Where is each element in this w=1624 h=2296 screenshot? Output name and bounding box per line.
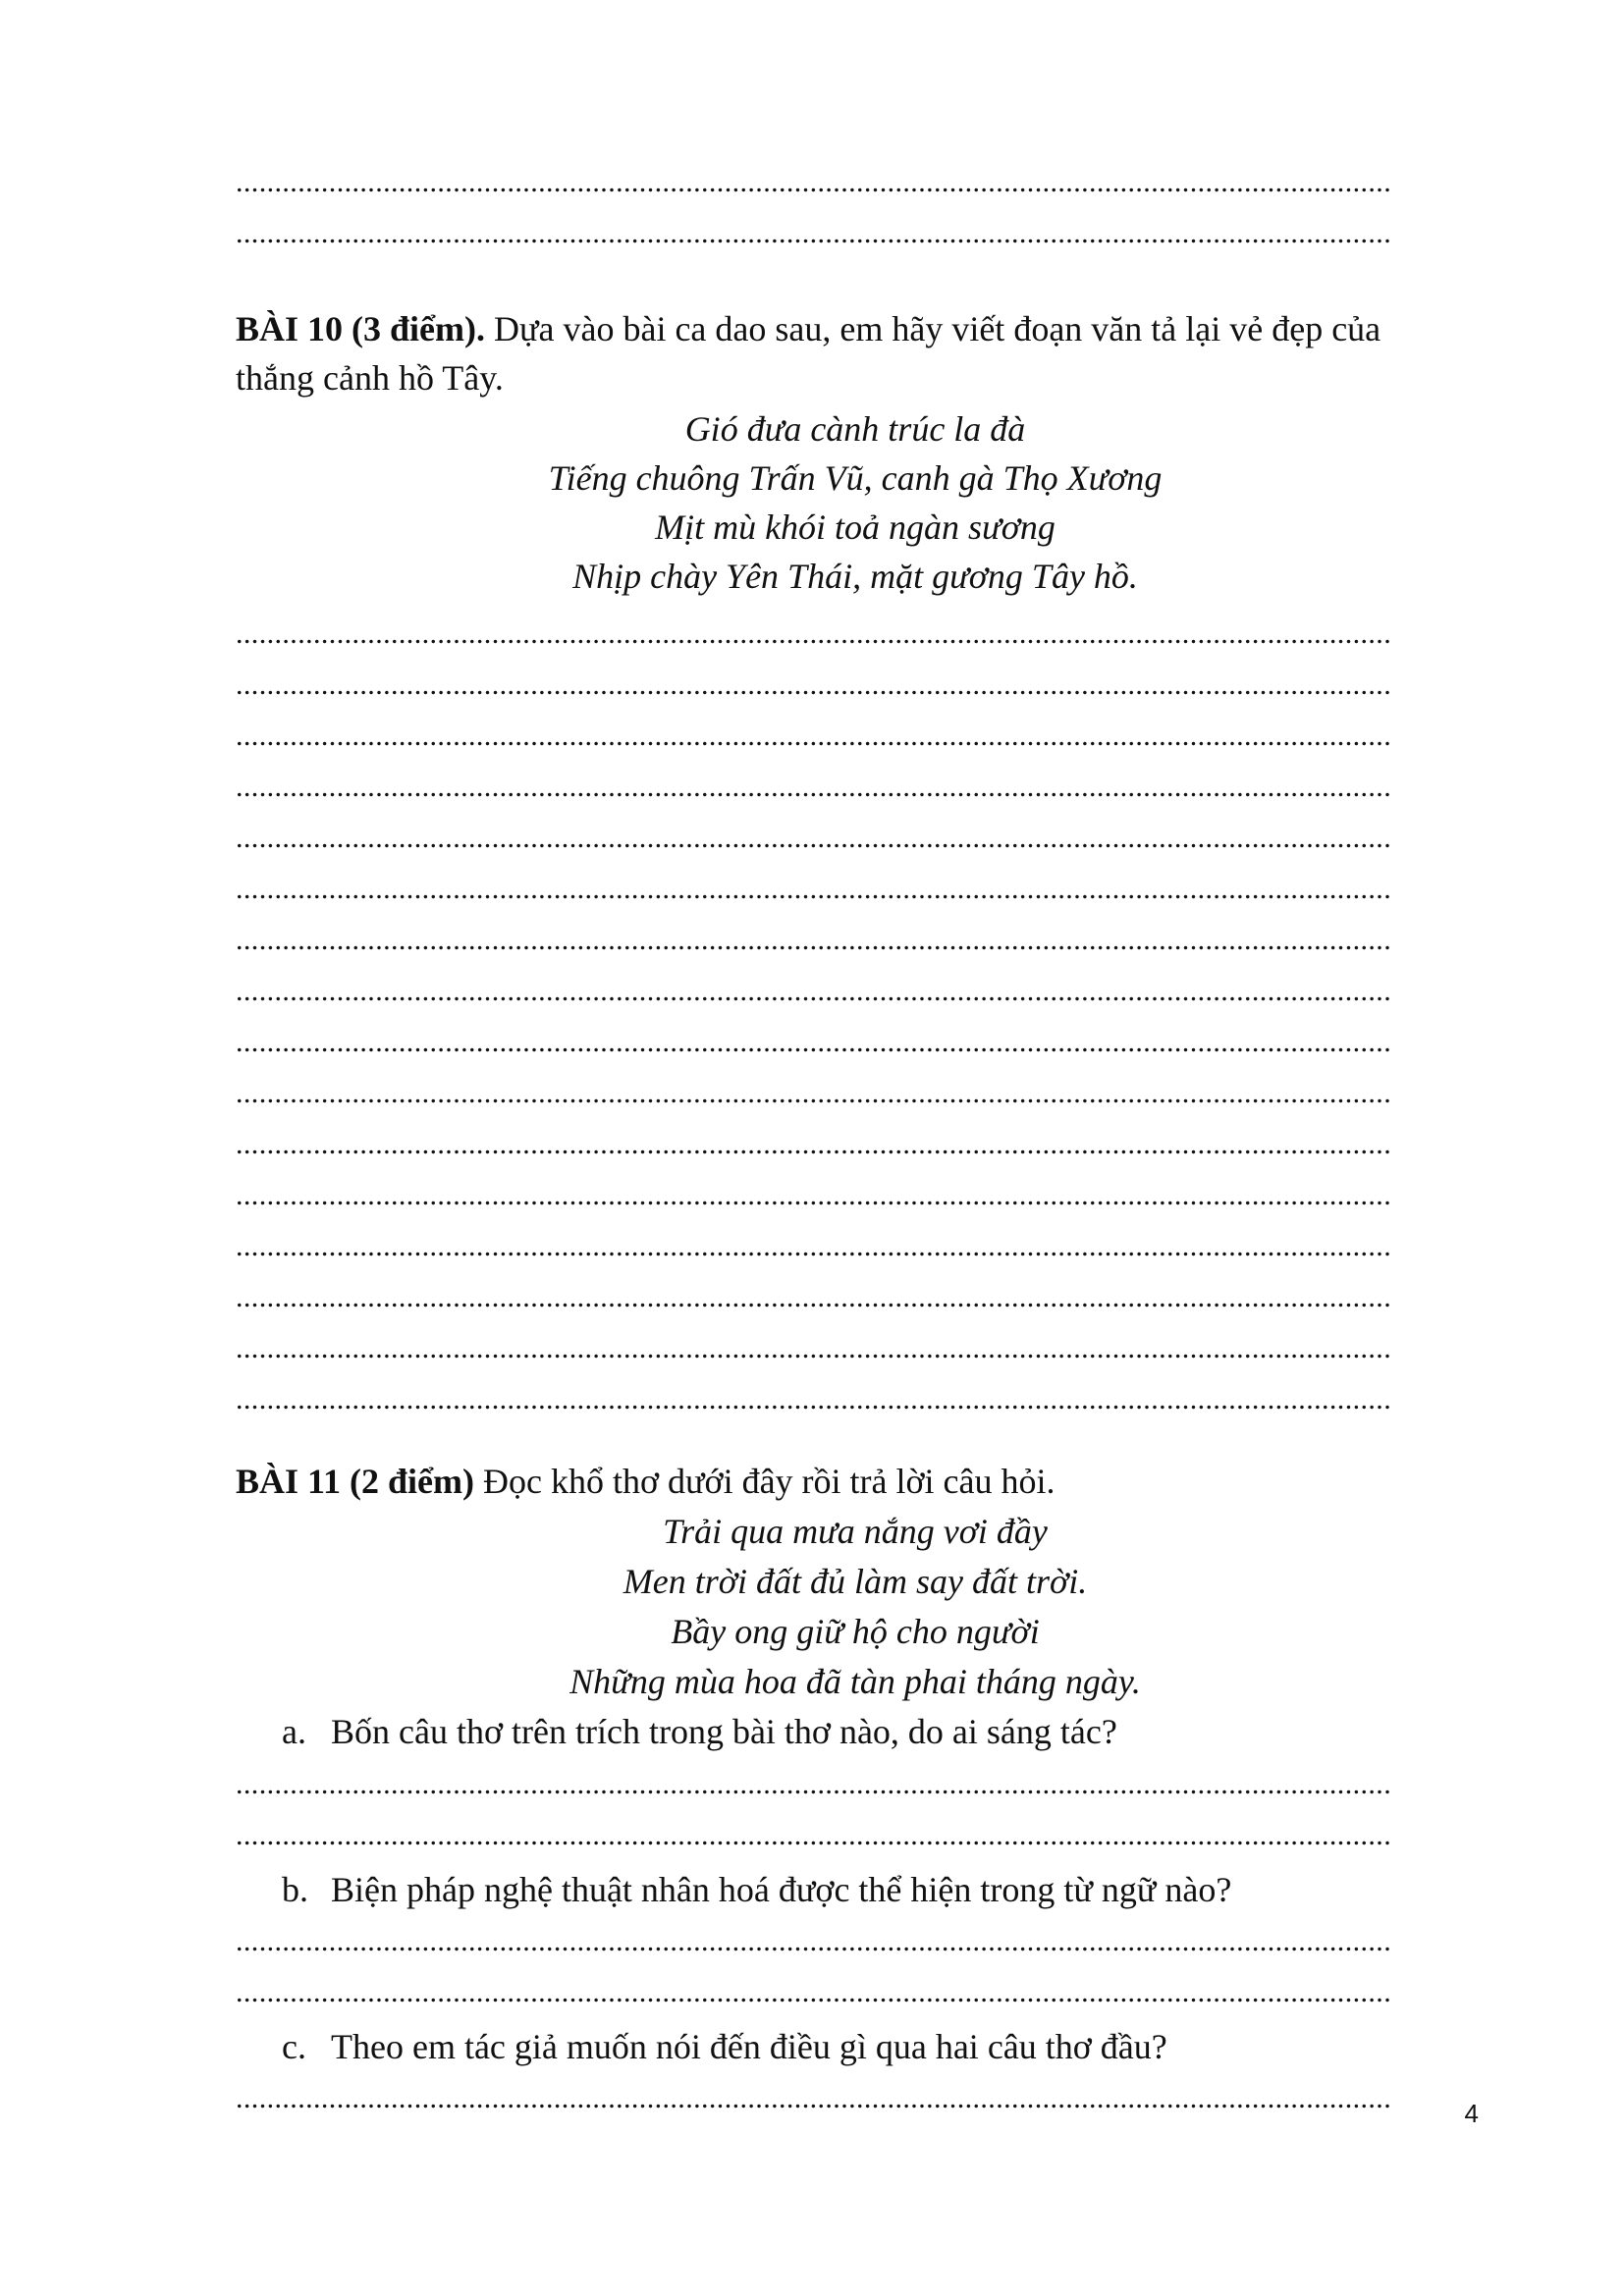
answer-line[interactable]: ..................................................................................................................................................... [236,924,1392,956]
answer-line[interactable]: ..................................................................................................................................................... [236,217,1392,249]
answer-line[interactable]: ..................................................................................................................................................... [236,1281,1392,1313]
answer-line[interactable]: ..................................................................................................................................................... [236,668,1392,701]
bai10-poem-line: Tiếng chuông Trấn Vũ, canh gà Thọ Xương [548,458,1163,498]
bai11-prompt-text: Đọc khổ thơ dưới đây rồi trả lời câu hỏi. [474,1462,1056,1501]
bai10-poem-line: Nhịp chày Yên Thái, mặt gương Tây hồ. [572,557,1138,596]
question-a [282,1707,1117,1756]
answer-line[interactable]: ..................................................................................................................................................... [236,1976,1392,2008]
bai11-poem-line: Những mùa hoa đã tàn phai tháng ngày. [569,1662,1141,1701]
bai11-prompt [236,1457,1056,1506]
bai11-poem-line: Trải qua mưa nắng vơi đầy [663,1512,1048,1551]
bai11-poem-line: Bầy ong giữ hộ cho người [671,1612,1040,1651]
answer-line[interactable]: ..................................................................................................................................................... [236,1128,1392,1160]
answer-line[interactable]: ..................................................................................................................................................... [236,720,1392,752]
answer-line[interactable]: ..................................................................................................................................................... [236,1077,1392,1109]
answer-line[interactable]: ..................................................................................................................................................... [236,166,1392,198]
bai10-heading: BÀI 10 (3 điểm). [236,309,485,348]
bai11-heading: BÀI 11 (2 điểm) [236,1462,474,1501]
page-number: 4 [1464,2099,1479,2128]
bai10-prompt-text: Dựa vào bài ca dao sau, em hãy viết đoạn văn tả lại vẻ đẹp của [485,309,1381,348]
question-c-marker: c. [282,2027,306,2066]
answer-line[interactable]: ..................................................................................................................................................... [236,1026,1392,1058]
bai10-prompt [236,304,1380,353]
question-a-marker: a. [282,1712,306,1751]
answer-line[interactable]: ..................................................................................................................................................... [236,1332,1392,1364]
question-a-text: Bốn câu thơ trên trích trong bài thơ nào, do ai sáng tác? [331,1712,1117,1751]
question-c [282,2022,1167,2071]
answer-line[interactable]: ..................................................................................................................................................... [236,1819,1392,1851]
answer-line[interactable]: ..................................................................................................................................................... [236,2082,1392,2114]
answer-line[interactable]: ..................................................................................................................................................... [236,1925,1392,1957]
answer-line[interactable]: ..................................................................................................................................................... [236,771,1392,803]
bai10-poem-line: Gió đưa cành trúc la đà [684,409,1026,449]
answer-line[interactable]: ..................................................................................................................................................... [236,1383,1392,1415]
bai11-poem-line: Men trời đất đủ làm say đất trời. [623,1562,1088,1601]
question-b-text: Biện pháp nghệ thuật nhân hoá được thể hiện trong từ ngữ nào? [331,1870,1232,1909]
answer-line[interactable]: ..................................................................................................................................................... [236,975,1392,1007]
answer-line[interactable]: ..................................................................................................................................................... [236,1230,1392,1262]
question-b [282,1865,1231,1914]
answer-line[interactable]: ..................................................................................................................................................... [236,1768,1392,1800]
bai10-poem-line: Mịt mù khói toả ngàn sương [655,507,1056,547]
answer-line[interactable]: ..................................................................................................................................................... [236,822,1392,854]
answer-line[interactable]: ..................................................................................................................................................... [236,617,1392,650]
answer-line[interactable]: ..................................................................................................................................................... [236,1179,1392,1211]
answer-line[interactable]: ..................................................................................................................................................... [236,873,1392,905]
question-c-text: Theo em tác giả muốn nói đến điều gì qua hai câu thơ đầu? [331,2027,1167,2066]
bai10-prompt-line2: thắng cảnh hồ Tây. [236,358,504,398]
question-b-marker: b. [282,1870,308,1909]
